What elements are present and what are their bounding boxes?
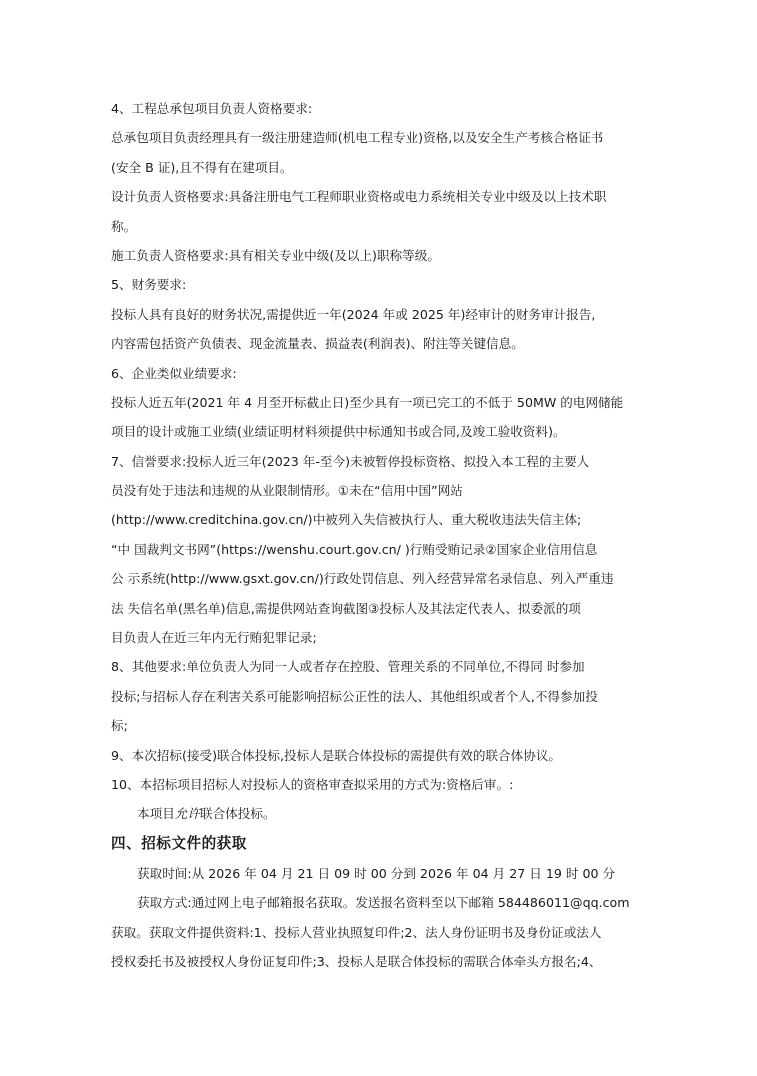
req-7-line-6: 法 失信名单(黑名单)信息,需提供网站查询截图③投标人及其法定代表人、拟委派的项: [111, 600, 581, 616]
acquire-method: 获取方式:通过网上电子邮箱报名获取。发送报名资料至以下邮箱 584486011@qq.com: [137, 895, 630, 911]
document-page: [111, 94, 645, 976]
req-5-line-2: 内容需包括资产负债表、现金流量表、损益表(利润表)、附注等关键信息。: [111, 336, 524, 352]
req-6-line-2: 项目的设计或施工业绩(业绩证明材料须提供中标通知书或合同,及竣工验收资料)。: [111, 424, 566, 440]
req-7-line-2: 员没有处于违法和违规的从业限制情形。①未在“信用中国”网站: [111, 483, 463, 499]
req-4-design-line-1: 设计负责人资格要求:具备注册电气工程师职业资格或电力系统相关专业中级及以上技术职: [111, 189, 607, 205]
req-4-design-line-2: 称。: [111, 218, 137, 234]
req-4-line-1: 总承包项目负责经理具有一级注册建造师(机电工程专业)资格,以及安全生产考核合格证书: [111, 130, 604, 146]
consortium-prefix: 本项目: [137, 806, 175, 822]
section-heading: 四、招标文件的获取: [111, 834, 247, 852]
req-8-line-2: 投标;与招标人存在利害关系可能影响招标公正性的法人、其他组织或者个人,不得参加投: [111, 688, 598, 704]
consortium-statement: [111, 799, 645, 828]
req-4-heading: 4、工程总承包项目负责人资格要求:: [111, 101, 313, 116]
req-6-heading: 6、企业类似业绩要求:: [111, 365, 237, 381]
req-7-line-1: 7、信誉要求:投标人近三年(2023 年-至今)未被暂停投标资格、拟投入本工程的主要人: [111, 453, 590, 469]
acquire-time: 获取时间:从 2026 年 04 月 21 日 09 时 00 分到 2026 年 04 月 27 日 19 时 00 分: [137, 865, 616, 881]
req-8-line-1: 8、其他要求:单位负责人为同一人或者存在控股、管理关系的不同单位,不得同 时参加: [111, 659, 585, 675]
req-7-line-4: “中 国裁判文书网”(https://wenshu.court.gov.cn/ )行贿受贿记录②国家企业信用信息: [111, 541, 598, 557]
req-10-line: 10、本招标项目招标人对投标人的资格审查拟采用的方式为:资格后审。:: [111, 776, 514, 792]
consortium-emphasis: 允许: [174, 806, 200, 822]
req-7-line-7: 目负责人在近三年内无行贿犯罪记录;: [111, 630, 317, 646]
req-7-line-3: (http://www.creditchina.gov.cn/)中被列入失信被执行人、重大税收违法失信主体;: [111, 512, 582, 528]
consortium-suffix: 联合体投标。: [199, 806, 276, 822]
acquire-line-4: 授权委托书及被授权人身份证复印件;3、投标人是联合体投标的需联合体牵头方报名;4、: [111, 953, 602, 969]
req-7-line-5: 公 示系统(http://www.gsxt.gov.cn/)行政处罚信息、列入经营异常名录信息、列入严重违: [111, 571, 614, 587]
req-6-line-1: 投标人近五年(2021 年 4 月至开标截止日)至少具有一项已完工的不低于 50MW 的电网储能: [111, 394, 624, 410]
req-5-line-1: 投标人具有良好的财务状况,需提供近一年(2024 年或 2025 年)经审计的财务审计报告,: [111, 306, 596, 322]
req-4-line-2: (安全 B 证),且不得有在建项目。: [111, 159, 293, 175]
req-5-heading: 5、财务要求:: [111, 277, 187, 293]
acquire-line-3: 获取。获取文件提供资料:1、投标人营业执照复印件;2、法人身份证明书及身份证或法人: [111, 924, 602, 940]
req-8-line-3: 标;: [111, 718, 128, 734]
req-4-construction: 施工负责人资格要求:具有相关专业中级(及以上)职称等级。: [111, 247, 440, 263]
req-9-line: 9、本次招标(接受)联合体投标,投标人是联合体投标的需提供有效的联合体协议。: [111, 747, 562, 763]
